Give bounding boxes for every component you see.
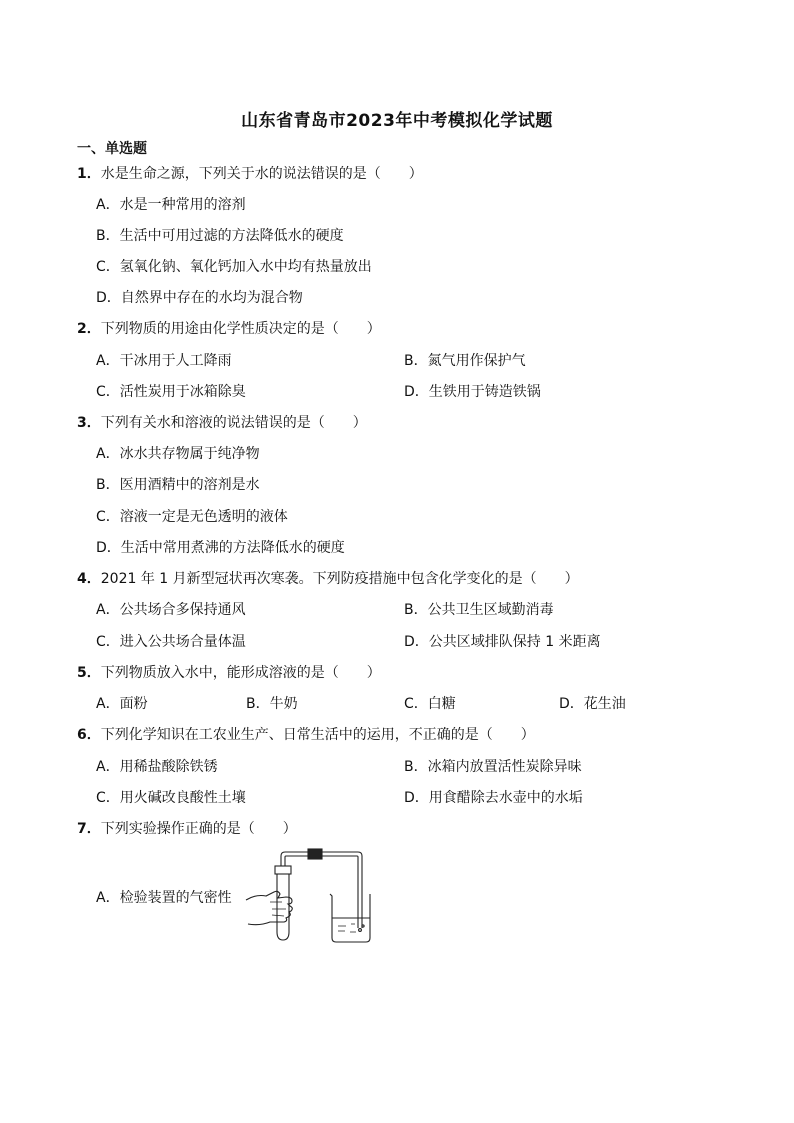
q1-option-b: B．生活中可用过滤的方法降低水的硬度 — [96, 228, 344, 244]
q5-option-a: A．面粉 — [96, 696, 148, 712]
question-4 — [77, 570, 579, 588]
question-number: 5． — [77, 665, 101, 681]
q3-option-b: B．医用酒精中的溶剂是水 — [96, 477, 260, 493]
question-number: 7． — [77, 821, 101, 837]
q1-option-d: D．自然界中存在的水均为混合物 — [96, 290, 303, 306]
q5-option-b: B．牛奶 — [246, 696, 298, 712]
q1-option-c: C．氢氧化钠、氧化钙加入水中均有热量放出 — [96, 259, 372, 275]
rubber-connector — [308, 849, 322, 859]
question-stem: 下列物质的用途由化学性质决定的是（ ） — [100, 321, 381, 337]
q5-option-d: D．花生油 — [559, 696, 626, 712]
hand — [246, 891, 292, 924]
question-7 — [77, 820, 297, 838]
q2-option-a: A．干冰用于人工降雨 — [96, 353, 232, 369]
question-number: 4． — [77, 571, 101, 587]
question-stem: 2021 年 1 月新型冠状再次寒袭。下列防疫措施中包含化学变化的是（ ） — [100, 571, 579, 587]
q4-option-a: A．公共场合多保持通风 — [96, 602, 246, 618]
q2-option-d: D．生铁用于铸造铁锅 — [404, 384, 541, 400]
question-number: 6． — [77, 727, 101, 743]
q4-option-c: C．进入公共场合量体温 — [96, 634, 246, 650]
question-stem: 下列化学知识在工农业生产、日常生活中的运用，不正确的是（ ） — [100, 727, 535, 743]
question-3 — [77, 414, 367, 432]
q1-option-a: A．水是一种常用的溶剂 — [96, 197, 246, 213]
q7-option-a: A．检验装置的气密性 — [96, 890, 232, 906]
q6-option-c: C．用火碱改良酸性土壤 — [96, 790, 246, 806]
delivery-tube — [281, 852, 362, 928]
question-number: 3． — [77, 415, 101, 431]
test-tube — [277, 872, 289, 940]
question-stem: 下列物质放入水中，能形成溶液的是（ ） — [100, 665, 381, 681]
q5-option-c: C．白糖 — [404, 696, 456, 712]
airtightness-apparatus-illustration — [242, 846, 372, 946]
q4-option-b: B．公共卫生区域勤消毒 — [404, 602, 554, 618]
q3-option-c: C．溶液一定是无色透明的液体 — [96, 509, 288, 525]
question-stem: 下列实验操作正确的是（ ） — [100, 821, 297, 837]
q2-option-b: B．氮气用作保护气 — [404, 353, 526, 369]
q3-option-a: A．冰水共存物属于纯净物 — [96, 446, 260, 462]
question-5 — [77, 664, 381, 682]
question-stem: 水是生命之源，下列关于水的说法错误的是（ ） — [100, 166, 423, 182]
q6-option-a: A．用稀盐酸除铁锈 — [96, 759, 218, 775]
q2-option-c: C．活性炭用于冰箱除臭 — [96, 384, 246, 400]
q3-option-d: D．生活中常用煮沸的方法降低水的硬度 — [96, 540, 345, 556]
q4-option-d: D．公共区域排队保持 1 米距离 — [404, 634, 601, 650]
stopper — [275, 866, 291, 874]
question-6 — [77, 726, 535, 744]
question-2 — [77, 320, 381, 338]
q6-option-b: B．冰箱内放置活性炭除异味 — [404, 759, 582, 775]
question-1 — [77, 165, 423, 183]
question-number: 2． — [77, 321, 101, 337]
question-stem: 下列有关水和溶液的说法错误的是（ ） — [100, 415, 367, 431]
section-heading: 一、单选题 — [77, 141, 147, 157]
exam-title: 山东省青岛市2023年中考模拟化学试题 — [241, 111, 553, 131]
question-number: 1． — [77, 166, 101, 182]
q6-option-d: D．用食醋除去水壶中的水垢 — [404, 790, 583, 806]
